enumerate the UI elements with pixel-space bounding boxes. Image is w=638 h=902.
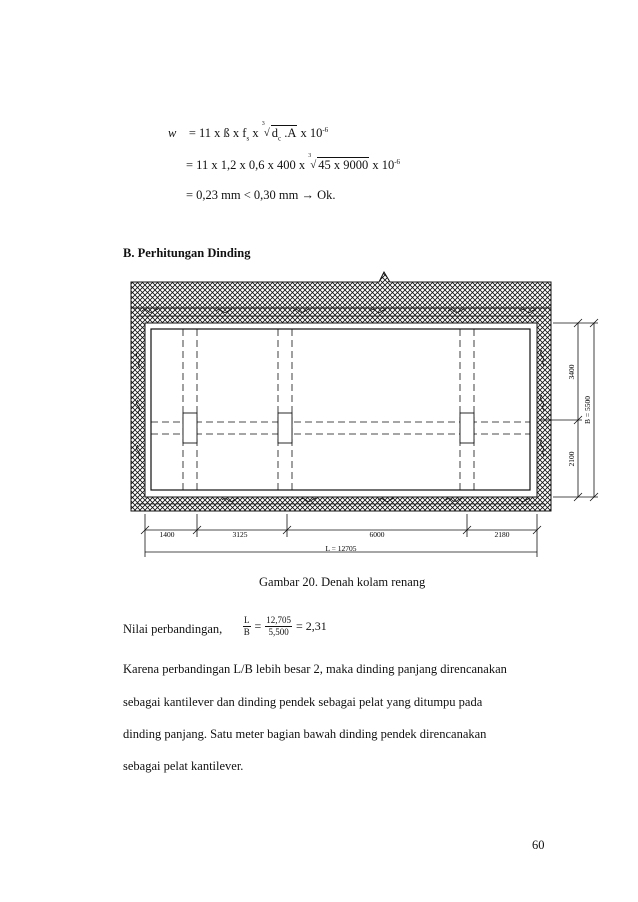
figure-caption: Gambar 20. Denah kolam renang (259, 575, 426, 589)
eq1-root-rest: .A (284, 126, 297, 140)
dim-total-width: B = 5500 (583, 396, 592, 424)
eq1-root-index: 3 (261, 121, 265, 127)
dim-total-length: L = 12705 (325, 544, 357, 553)
ratio-den: 5,500 (268, 627, 289, 637)
dim-2100: 2100 (567, 451, 576, 467)
eq1-sub: s (246, 134, 250, 143)
dim-3125: 3125 (232, 530, 248, 539)
radical-sign-icon: √ (310, 159, 317, 171)
ratio-LB (243, 615, 251, 638)
eq1-part-a: = 11 x ß x f (188, 126, 247, 140)
ratio-label: Nilai perbandingan, (123, 622, 223, 636)
pool-basin (151, 329, 530, 490)
eq2-part-a: = 11 x 1,2 x 0,6 x 400 x (186, 158, 306, 172)
w-symbol: w (168, 126, 177, 140)
section-heading: B. Perhitungan Dinding (123, 246, 251, 260)
ratio-L: L (244, 615, 250, 625)
equation-line-3: = 0,23 mm < 0,30 mm → Ok. (186, 188, 336, 202)
ratio-B: B (243, 627, 250, 637)
ratio-formula (243, 615, 327, 638)
page-number: 60 (532, 838, 545, 852)
eq1-root-d: d (271, 126, 278, 140)
eq1-part-b: x (252, 126, 259, 140)
ratio-eq: = (254, 619, 262, 633)
paragraph-line-3: dinding panjang. Satu meter bagian bawah dinding pendek direncanakan (123, 727, 487, 741)
eq2-root-body: 45 x 9000 (318, 158, 369, 172)
eq1-exp: -6 (322, 126, 329, 134)
dim-1400: 1400 (159, 530, 175, 539)
paragraph-line-2: sebagai kantilever dan dinding pendek sebagai pelat yang ditumpu pada (123, 695, 483, 709)
ratio-result: = 2,31 (296, 619, 327, 633)
eq2-exp: -6 (394, 158, 401, 166)
top-slab (131, 272, 551, 308)
eq1-root-dsub: c (277, 134, 282, 143)
radical-sign-icon: √ (263, 127, 270, 139)
ratio-num: 12,705 (266, 615, 292, 625)
eq1-part-c: x 10 (300, 126, 323, 140)
eq2-part-c: x 10 (372, 158, 395, 172)
dim-6000: 6000 (369, 530, 385, 539)
ratio-values (265, 615, 292, 638)
dim-3400: 3400 (567, 364, 576, 380)
dim-2180: 2180 (494, 530, 510, 539)
eq2-root-index: 3 (308, 153, 312, 159)
paragraph-line-4: sebagai pelat kantilever. (123, 759, 244, 773)
paragraph-line-1: Karena perbandingan L/B lebih besar 2, maka dinding panjang direncanakan (123, 662, 507, 676)
